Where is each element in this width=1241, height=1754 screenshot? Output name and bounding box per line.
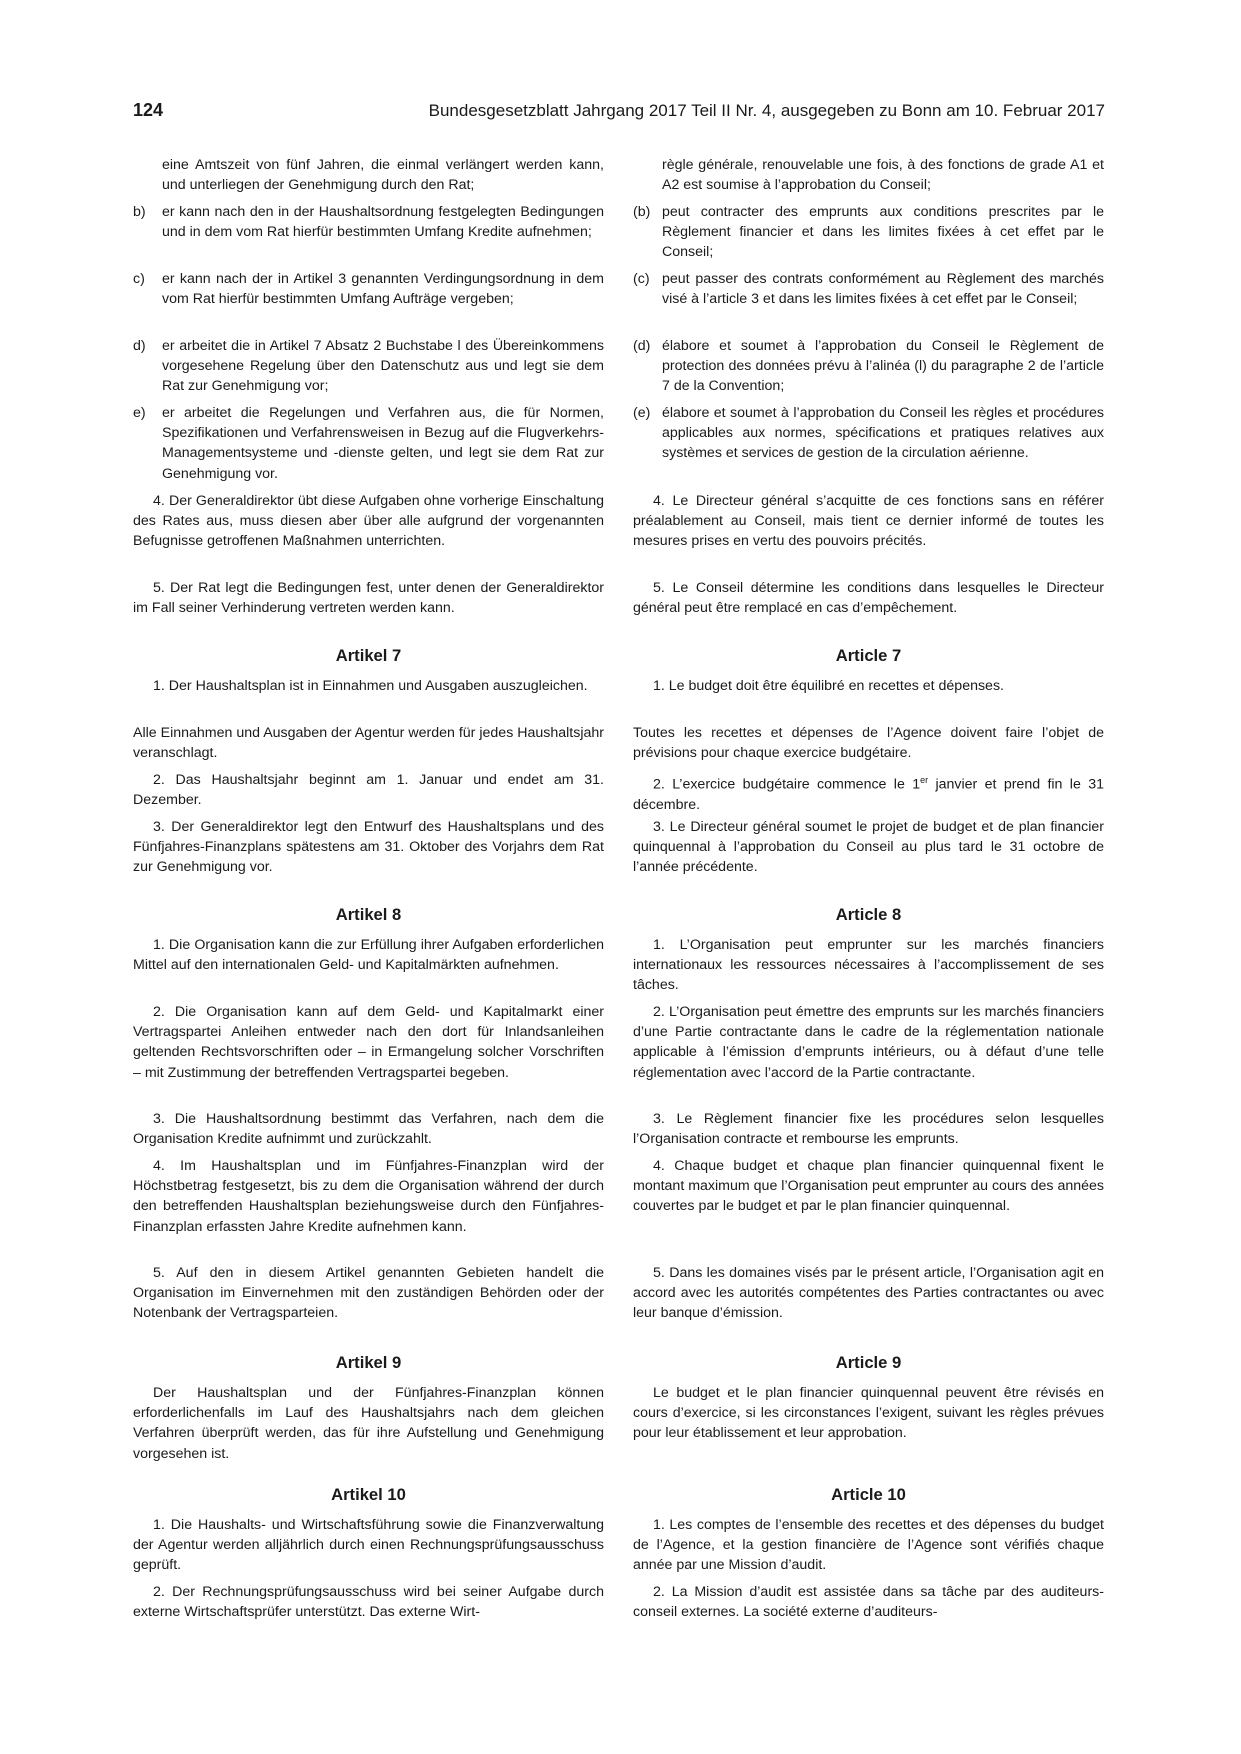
paragraph: 4. Chaque budget et chaque plan financier quinquennal fixent le montant maximum que l’Organisation peut emprunter au cours des années couvertes par le budget et par le plan financier quinquennal.	[633, 1158, 1104, 1215]
list-item	[633, 202, 1104, 263]
article-heading: Artikel 9	[335, 1353, 402, 1372]
page-header	[133, 100, 1115, 126]
paragraph: 1. L’Organisation peut emprunter sur les marchés financiers internationaux les ressources nécessaires à l’accomplissement de ses tâches.	[633, 937, 1104, 994]
paragraph: 1. Le budget doit être équilibré en recettes et dépenses.	[653, 678, 1004, 694]
list-text: élabore et soumet à l’approbation du Conseil le Règlement de protection des données prévu à l’alinéa (l) du paragraphe 2 de l’article 7 de la Convention;	[662, 338, 1104, 395]
list-label: b)	[133, 204, 146, 220]
paragraph: 5. Le Conseil détermine les conditions dans lesquelles le Directeur général peut être remplacé en cas d’empêchement.	[633, 580, 1104, 617]
list-item	[633, 269, 1104, 309]
paragraph: 4. Le Directeur général s’acquitte de ces fonctions sans en référer préalablement au Conseil, mais tient ce dernier informé de toutes les mesures prises en vertu des pouvoirs précités.	[633, 493, 1104, 550]
paragraph: 3. Le Règlement financier fixe les procédures selon lesquelles l’Organisation contracte et rembourse les emprunts.	[633, 1111, 1104, 1148]
paragraph: 3. Die Haushaltsordnung bestimmt das Verfahren, nach dem die Organisation Kredite aufnimmt und zurückzahlt.	[133, 1111, 604, 1148]
list-text: er arbeitet die in Artikel 7 Absatz 2 Buchstabe l des Übereinkommens vorgesehene Regelung über den Datenschutz aus und legt sie dem Rat zur Genehmigung vor;	[162, 338, 604, 395]
paragraph: 5. Dans les domaines visés par le présent article, l’Organisation agit en accord avec les autorités compétentes des Parties contractantes ou avec leur banque d’émission.	[633, 1265, 1104, 1322]
article-heading: Artikel 10	[331, 1485, 406, 1504]
paragraph: 2. L’Organisation peut émettre des emprunts sur les marchés financiers d’une Partie contractante dans le cadre de la réglementation nationale applicable à l’émission d’emprunts intérieurs, ou à défaut d’une telle réglementation avec l’accord de la Partie contractante.	[633, 1004, 1104, 1081]
list-item	[633, 403, 1104, 464]
article-heading: Article 10	[831, 1485, 906, 1504]
paragraph: 1. Die Haushalts- und Wirtschaftsführung sowie die Finanzverwaltung der Agentur werden alljährlich durch einen Rechnungsprüfungsausschuss geprüft.	[133, 1517, 604, 1574]
list-text: er kann nach den in der Haushaltsordnung festgelegten Bedingungen und in dem vom Rat hierfür bestimmten Umfang Kredite aufnehmen;	[162, 204, 604, 241]
list-label: e)	[133, 405, 146, 421]
list-label: (e)	[633, 405, 651, 421]
article-heading: Article 9	[835, 1353, 902, 1372]
gazette-title: Bundesgesetzblatt Jahrgang 2017 Teil II Nr. 4, ausgegeben zu Bonn am 10. Februar 2017	[428, 101, 1105, 120]
paragraph-text: 2. L’exercice budgétaire commence le 1	[653, 776, 921, 793]
list-label: d)	[133, 338, 146, 354]
paragraph: 5. Auf den in diesem Artikel genannten Gebieten handelt die Organisation im Einvernehmen mit den zuständigen Behörden oder der Notenbank der Vertragsparteien.	[133, 1265, 604, 1322]
paragraph: 5. Der Rat legt die Bedingungen fest, unter denen der Generaldirektor im Fall seiner Verhinderung vertreten werden kann.	[133, 580, 604, 617]
paragraph: 2. Die Organisation kann auf dem Geld- und Kapitalmarkt einer Vertragspartei Anleihen entweder nach den dort für Inlandsanleihen geltenden Rechtsvorschriften oder – in Ermangelung solcher Vorschriften – mit Zustimmung der betreffenden Vertragspartei begeben.	[133, 1004, 604, 1081]
list-text: élabore et soumet à l’approbation du Conseil les règles et procédures applicables aux normes, spécifications et pratiques relatives aux systèmes et services de gestion de la circulation aérienne.	[662, 405, 1104, 462]
article-heading: Artikel 7	[335, 646, 402, 665]
list-text: er arbeitet die Regelungen und Verfahren aus, die für Normen, Spezifikationen und Verfahrensweisen in Bezug auf die Flugverkehrs-Managementsysteme und -dienste gelten, und legt sie dem Rat zur Genehmigung vor.	[162, 405, 604, 482]
paragraph-text: janvier et prend fin le 31 décembre.	[633, 776, 1104, 813]
superscript: er	[920, 775, 929, 785]
list-label: (c)	[633, 271, 650, 287]
page-number: 124	[133, 100, 164, 120]
list-item	[133, 269, 604, 309]
paragraph: 1. Der Haushaltsplan ist in Einnahmen und Ausgaben auszugleichen.	[153, 678, 588, 694]
article-heading: Artikel 8	[335, 905, 402, 924]
paragraph: 2. Das Haushaltsjahr beginnt am 1. Januar und endet am 31. Dezember.	[133, 772, 604, 809]
continuation-paragraph: règle générale, renouvelable une fois, à des fonctions de grade A1 et A2 est soumise à l’approbation du Conseil;	[662, 157, 1104, 194]
list-label: (d)	[633, 338, 651, 354]
article-heading: Article 7	[835, 646, 902, 665]
paragraph: 2. Der Rechnungsprüfungsausschuss wird bei seiner Aufgabe durch externe Wirtschaftsprüfer unterstützt. Das externe Wirt-	[133, 1584, 604, 1621]
list-item	[133, 202, 604, 242]
paragraph: Alle Einnahmen und Ausgaben der Agentur werden für jedes Haushaltsjahr veranschlagt.	[133, 725, 604, 762]
list-text: er kann nach der in Artikel 3 genannten Verdingungsordnung in dem vom Rat hierfür bestimmten Umfang Aufträge vergeben;	[162, 271, 604, 308]
list-text: peut passer des contrats conformément au Règlement des marchés visé à l’article 3 et dans les limites fixées à cet effet par le Conseil;	[662, 271, 1104, 308]
list-text: peut contracter des emprunts aux conditions prescrites par le Règlement financier et dans les limites fixées à cet effet par le Conseil;	[662, 204, 1104, 261]
paragraph: 1. Les comptes de l’ensemble des recettes et des dépenses du budget de l’Agence, et la gestion financière de l’Agence sont vérifiés chaque année par une Mission d’audit.	[633, 1517, 1104, 1574]
paragraph: Der Haushaltsplan und der Fünfjahres-Finanzplan können erforderlichenfalls im Lauf des Haushaltsjahrs nach dem gleichen Verfahren überprüft werden, das für ihre Aufstellung und Genehmigung vorgesehen ist.	[133, 1385, 604, 1462]
paragraph: 1. Die Organisation kann die zur Erfüllung ihrer Aufgaben erforderlichen Mittel auf den internationalen Geld- und Kapitalmärkten aufnehmen.	[133, 937, 604, 974]
paragraph: 3. Le Directeur général soumet le projet de budget et de plan financier quinquennal à l’approbation du Conseil au plus tard le 31 octobre de l’année précédente.	[633, 819, 1104, 876]
list-label: (b)	[633, 204, 651, 220]
paragraph	[633, 770, 1104, 815]
article-heading: Article 8	[835, 905, 902, 924]
paragraph: 3. Der Generaldirektor legt den Entwurf des Haushaltsplans und des Fünfjahres-Finanzplans spätestens am 31. Oktober des Vorjahrs dem Rat zur Genehmigung vor.	[133, 819, 604, 876]
list-item	[133, 403, 604, 484]
paragraph: 4. Im Haushaltsplan und im Fünfjahres-Finanzplan wird der Höchstbetrag festgesetzt, bis zu dem die Organisation während der durch den betreffenden Haushaltsplan beziehungsweise durch den Fünfjahres-Finanzplan erfassten Jahre Kredite aufnehmen kann.	[133, 1158, 604, 1235]
list-label: c)	[133, 271, 145, 287]
list-item	[133, 336, 604, 397]
list-item	[633, 336, 1104, 397]
paragraph: Le budget et le plan financier quinquennal peuvent être révisés en cours d’exercice, si les circonstances l’exigent, suivant les règles prévues pour leur établissement et leur approbation.	[633, 1385, 1104, 1442]
paragraph: 4. Der Generaldirektor übt diese Aufgaben ohne vorherige Einschaltung des Rates aus, muss diesen aber über alle aufgrund der vorgenannten Befugnisse getroffenen Maßnahmen unterrichten.	[133, 493, 604, 550]
continuation-paragraph: eine Amtszeit von fünf Jahren, die einmal verlängert werden kann, und unterliegen der Genehmigung durch den Rat;	[162, 157, 604, 194]
paragraph: 2. La Mission d’audit est assistée dans sa tâche par des auditeurs-conseil externes. La société externe d’auditeurs-	[633, 1584, 1104, 1621]
paragraph: Toutes les recettes et dépenses de l’Agence doivent faire l’objet de prévisions pour chaque exercice budgétaire.	[633, 725, 1104, 762]
